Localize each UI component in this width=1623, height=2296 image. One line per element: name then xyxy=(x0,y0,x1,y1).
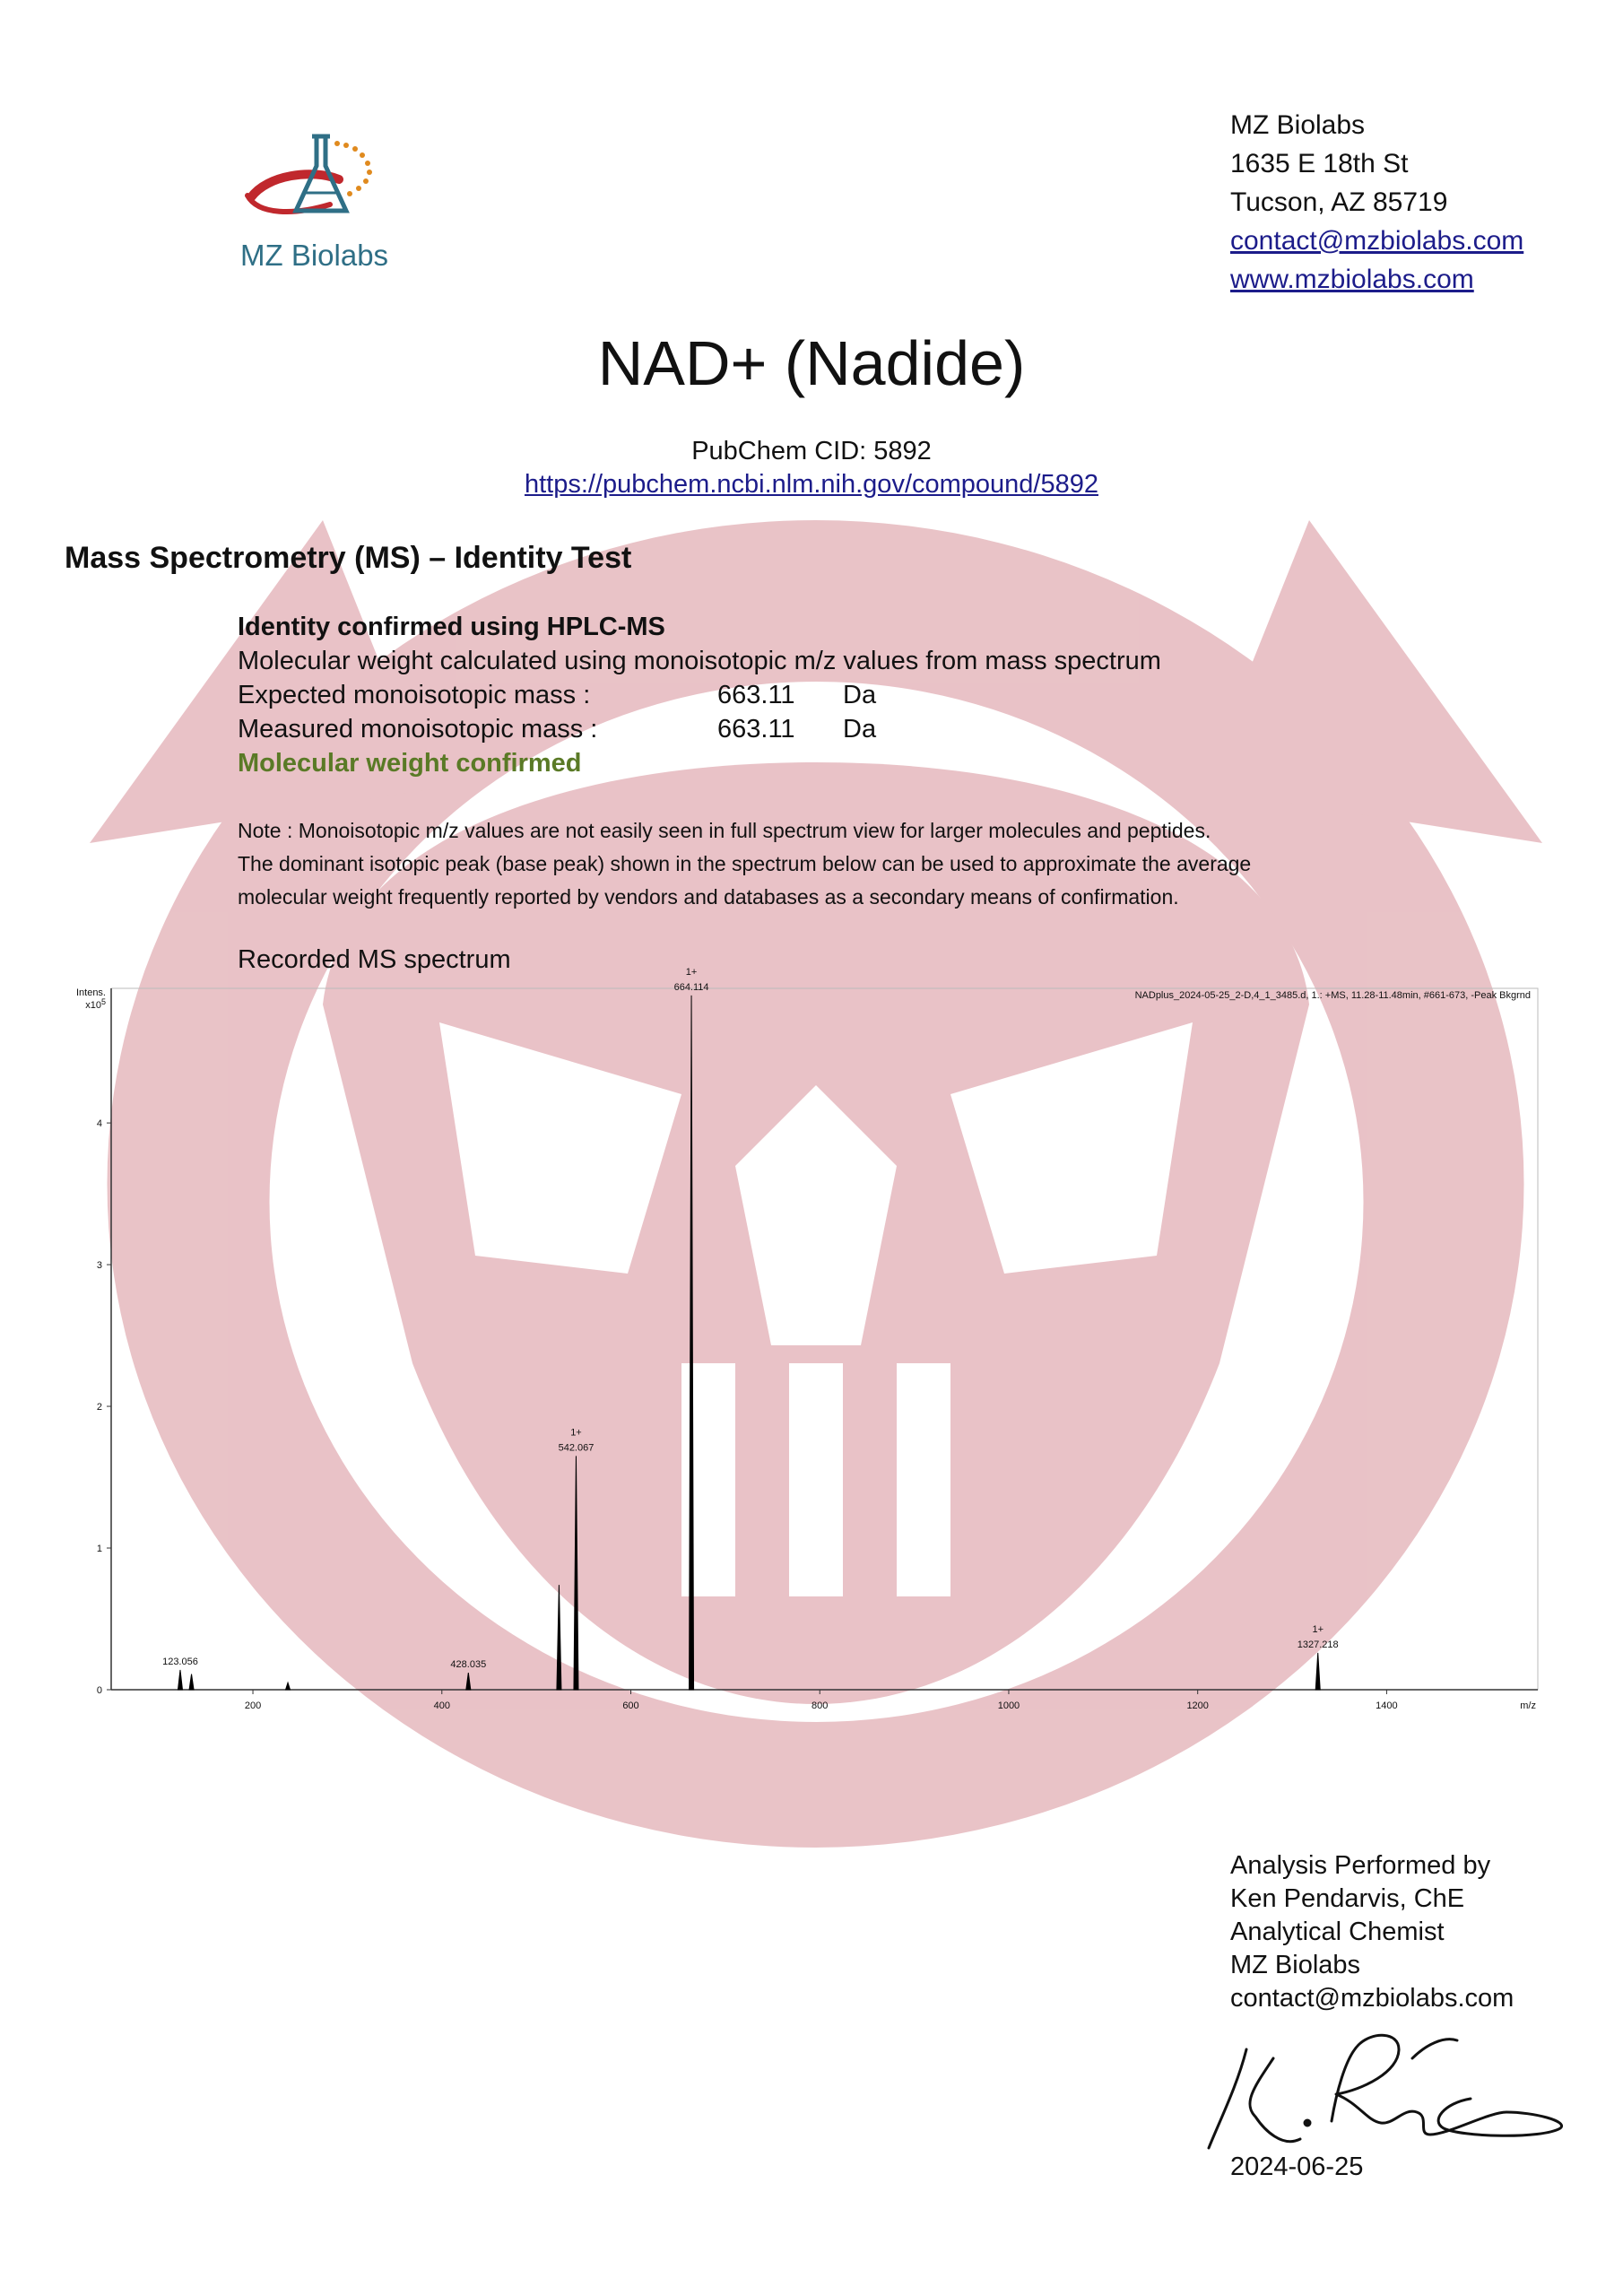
note-text xyxy=(238,814,1251,914)
y-tick-label: 3 xyxy=(96,1260,102,1272)
ms-spectrum-chart xyxy=(63,966,1569,1722)
identity-method: Molecular weight calculated using monoisotopic m/z values from mass spectrum xyxy=(238,647,1161,675)
analyst-block xyxy=(1230,1849,1514,2015)
x-tick-label: 400 xyxy=(433,1700,450,1711)
y-axis-unit: $x10^5$ xyxy=(85,997,106,1011)
analyst-line-1: Analysis Performed by xyxy=(1230,1851,1491,1880)
note-line-1: Note : Monoisotopic m/z values are not easily seen in full spectrum view for larger molecules and peptides. xyxy=(238,819,1211,842)
address-name: MZ Biolabs xyxy=(1230,110,1366,140)
analyst-role: Analytical Chemist xyxy=(1230,1918,1445,1946)
y-tick-label: 1 xyxy=(96,1544,102,1555)
spectrum-peak xyxy=(189,1674,194,1690)
spectrum-label: Recorded MS spectrum xyxy=(238,945,511,974)
analyst-email: contact@mzbiolabs.com xyxy=(1230,1984,1515,2013)
expected-mass-label: Expected monoisotopic mass : xyxy=(238,681,591,709)
y-tick-label: 4 xyxy=(96,1118,102,1130)
peak-label: 1327.218 xyxy=(1297,1639,1339,1650)
spectrum-peak xyxy=(466,1673,471,1690)
x-tick-label: 1200 xyxy=(1186,1700,1209,1711)
measured-mass-unit: Da xyxy=(843,715,877,744)
website-link[interactable]: www.mzbiolabs.com xyxy=(1230,265,1474,294)
analyst-name: Ken Pendarvis, ChE xyxy=(1230,1884,1465,1913)
result-confirmed: Molecular weight confirmed xyxy=(238,749,582,778)
note-line-3: molecular weight frequently reported by vendors and databases as a secondary means of confirmation. xyxy=(238,885,1179,909)
y-tick-label: 2 xyxy=(96,1402,102,1413)
pubchem-link[interactable]: https://pubchem.ncbi.nlm.nih.gov/compound/5892 xyxy=(524,470,1098,499)
spectrum-peak xyxy=(286,1683,291,1690)
y-axis-label: Intens. xyxy=(75,987,106,998)
peak-charge-label: 1+ xyxy=(685,966,698,978)
identity-block xyxy=(238,610,1161,780)
plot-frame xyxy=(111,988,1538,1690)
peak-label: 123.056 xyxy=(162,1656,198,1667)
x-tick-label: 1400 xyxy=(1376,1700,1398,1711)
logo-text: MZ Biolabs xyxy=(240,239,389,272)
measured-mass-label: Measured monoisotopic mass : xyxy=(238,715,598,744)
peak-label: 542.067 xyxy=(558,1442,595,1454)
analysis-date: 2024-06-25 xyxy=(1230,2152,1364,2181)
spectrum-peak xyxy=(690,996,694,1690)
y-tick-label: 0 xyxy=(96,1685,102,1696)
peak-charge-label: 1+ xyxy=(570,1427,582,1439)
spectrum-header: NADplus_2024-05-25_2-D,4_1_3485.d, 1.: +MS, 11.28-11.48min, #661-673, -Peak Bkgrnd xyxy=(1134,990,1531,1001)
expected-mass-unit: Da xyxy=(843,681,877,709)
x-tick-label: 800 xyxy=(812,1700,829,1711)
email-link[interactable]: contact@mzbiolabs.com xyxy=(1230,226,1524,256)
x-tick-label: 600 xyxy=(622,1700,639,1711)
note-line-2: The dominant isotopic peak (base peak) shown in the spectrum below can be used to approximate the average xyxy=(238,852,1252,875)
peak-label: 664.114 xyxy=(673,981,709,993)
pubchem-cid: PubChem CID: 5892 xyxy=(691,437,932,465)
address-street: 1635 E 18th St xyxy=(1230,149,1409,178)
x-axis-label: m/z xyxy=(1520,1700,1536,1711)
peak-label: 428.035 xyxy=(450,1659,487,1671)
signature xyxy=(1202,2022,1578,2157)
measured-mass-value: 663.11 xyxy=(717,715,795,744)
company-address xyxy=(1230,106,1523,299)
spectrum-peak xyxy=(574,1456,578,1690)
x-tick-label: 1000 xyxy=(997,1700,1020,1711)
x-tick-label: 200 xyxy=(244,1700,262,1711)
page-title: NAD+ (Nadide) xyxy=(597,328,1026,398)
peak-charge-label: 1+ xyxy=(1312,1623,1324,1635)
section-heading: Mass Spectrometry (MS) – Identity Test xyxy=(65,541,632,575)
identity-headline: Identity confirmed using HPLC-MS xyxy=(238,613,665,641)
address-city: Tucson, AZ 85719 xyxy=(1230,187,1448,217)
analyst-org: MZ Biolabs xyxy=(1230,1951,1361,1979)
measured-mass-row xyxy=(238,712,1161,746)
spectrum-peak xyxy=(178,1670,182,1690)
spectrum-peak xyxy=(557,1585,561,1690)
expected-mass-row xyxy=(238,678,1161,712)
spectrum-peak xyxy=(1315,1653,1320,1690)
expected-mass-value: 663.11 xyxy=(717,681,795,709)
